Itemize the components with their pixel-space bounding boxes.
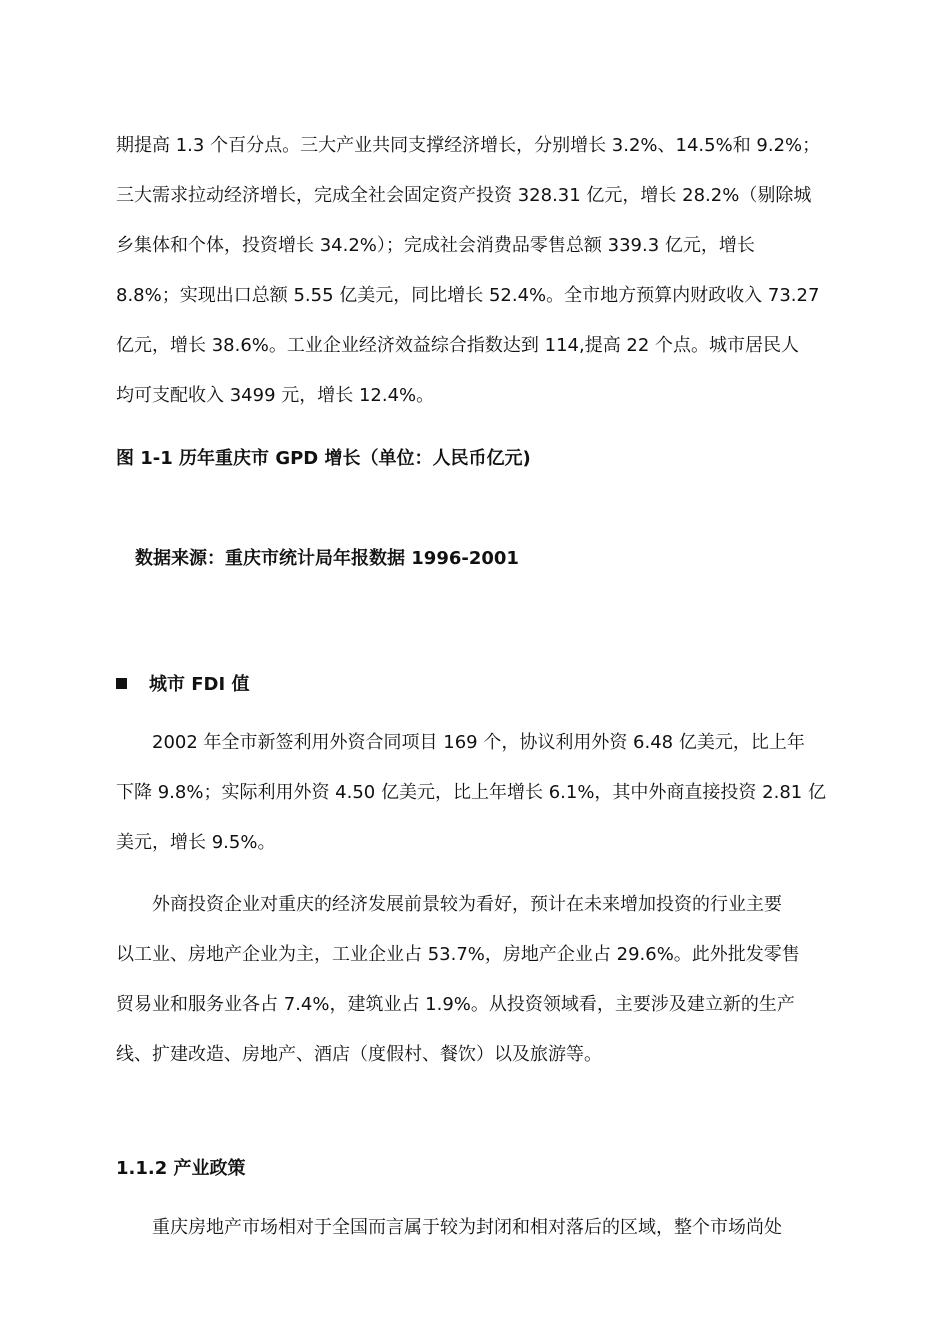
paragraph-line: 外商投资企业对重庆的经济发展前景较为看好，预计在未来增加投资的行业主要 bbox=[152, 894, 782, 915]
paragraph-line: 下降 9.8%；实际利用外资 4.50 亿美元，比上年增长 6.1%，其中外商直接投资 2.81 亿 bbox=[116, 782, 826, 803]
paragraph-line: 乡集体和个体，投资增长 34.2%）；完成社会消费品零售总额 339.3 亿元，增长 bbox=[116, 235, 755, 256]
paragraph-line: 三大需求拉动经济增长，完成全社会固定资产投资 328.31 亿元，增长 28.2%（剔除城 bbox=[116, 185, 812, 206]
figure-caption: 图 1-1 历年重庆市 GPD 增长（单位：人民币亿元) bbox=[116, 448, 531, 469]
paragraph-line: 贸易业和服务业各占 7.4%，建筑业占 1.9%。从投资领域看，主要涉及建立新的生产 bbox=[116, 994, 795, 1015]
paragraph-line: 8.8%；实现出口总额 5.55 亿美元，同比增长 52.4%。全市地方预算内财政收入 73.27 bbox=[116, 285, 820, 306]
paragraph-line: 均可支配收入 3499 元，增长 12.4%。 bbox=[116, 385, 435, 406]
figure-source: 数据来源：重庆市统计局年报数据 1996-2001 bbox=[135, 548, 519, 569]
fdi-heading-text: 城市 FDI 值 bbox=[149, 674, 250, 695]
paragraph-line: 美元，增长 9.5%。 bbox=[116, 832, 276, 853]
paragraph-line: 亿元，增长 38.6%。工业企业经济效益综合指数达到 114,提高 22 个点。城市居民人 bbox=[116, 335, 800, 356]
paragraph-line: 重庆房地产市场相对于全国而言属于较为封闭和相对落后的区域，整个市场尚处 bbox=[152, 1217, 782, 1238]
policy-heading: 1.1.2 产业政策 bbox=[116, 1158, 246, 1179]
fdi-heading bbox=[116, 670, 249, 696]
paragraph-line: 期提高 1.3 个百分点。三大产业共同支撑经济增长，分别增长 3.2%、14.5%和 9.2%； bbox=[116, 135, 821, 156]
paragraph-line: 线、扩建改造、房地产、酒店（度假村、餐饮）以及旅游等。 bbox=[116, 1044, 602, 1065]
square-bullet-icon bbox=[116, 678, 127, 689]
paragraph-line: 以工业、房地产企业为主，工业企业占 53.7%，房地产企业占 29.6%。此外批发零售 bbox=[116, 944, 800, 965]
paragraph-line: 2002 年全市新签利用外资合同项目 169 个，协议利用外资 6.48 亿美元，比上年 bbox=[152, 732, 805, 753]
